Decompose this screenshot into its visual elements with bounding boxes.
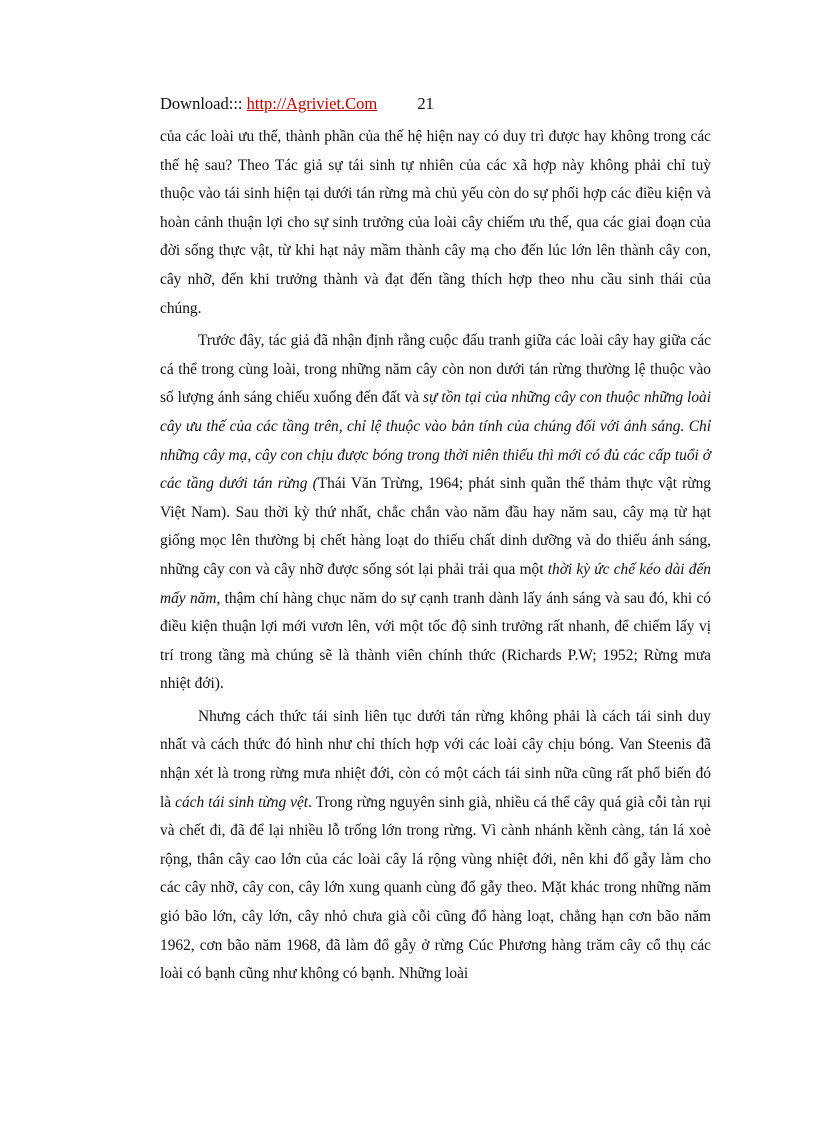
document-page <box>160 92 711 989</box>
paragraph-3 <box>160 703 711 989</box>
page-number: 21 <box>417 94 434 113</box>
italic-segment: thời kỳ ức chế kéo dài đến mấy năm, <box>160 560 711 607</box>
text-segment: Trước đây, tác giả đã nhận định rằng cuộc đấu tranh giữa các loài cây hay giữa các cá thể trong cùng loài, trong những năm cây còn non dưới tán rừng thường lệ thuộc vào số lượng ánh sáng chiếu xuống đến đất và <box>160 332 711 407</box>
text-segment: . Trong rừng nguyên sinh già, nhiều cá thể cây quá già cỗi tàn rụi và chết đi, đã để lại nhiều lỗ trống lớn trong rừng. Vì cành nhánh kềnh càng, tán lá xoè rộng, thân cây cao lớn của các loài cây lá rộng vùng nhiệt đới, nên khi đổ gẫy làm cho các cây nhỡ, cây con, cây lớn xung quanh cùng đổ gẫy theo. Mặt khác trong những năm gió bão lớn, cây lớn, cây nhỏ chưa già cỗi cũng đổ hàng loạt, chẳng hạn cơn bão năm 1962, cơn bão năm 1968, đã làm đổ gẫy ở rừng Cúc Phương hàng trăm cây cổ thụ các loài có bạnh cũng như không có bạnh. Những loài <box>160 793 711 983</box>
page-header <box>160 92 711 116</box>
text-segment: của các loài ưu thế, thành phần của thế hệ hiện nay có duy trì được hay không trong các thế hệ sau? Theo Tác giả sự tái sinh tự nhiên của các xã hợp này không phải chỉ tuỳ thuộc vào tái sinh hiện tại dưới tán rừng mà chủ yếu còn do sự phối hợp các điều kiện và hoàn cảnh thuận lợi cho sự sinh trưởng của loài cây chiếm ưu thế, qua các giai đoạn của đời sống thực vật, từ khi hạt nảy mầm thành cây mạ cho đến lúc lớn lên thành cây con, cây nhỡ, đến khi trưởng thành và đạt đến tầng thích hợp theo nhu cầu sinh thái của chúng. <box>160 128 711 317</box>
download-label: Download::: <box>160 94 243 113</box>
paragraph-1 <box>160 123 711 323</box>
body-text <box>160 123 711 989</box>
text-segment: thậm chí hàng chục năm do sự cạnh tranh dành lấy ánh sáng và sau đó, khi có điều kiện thuận lợi mới vươn lên, với một tốc độ sinh trưởng rất nhanh, để chiếm lấy vị trí trong tầng mà chúng sẽ là thành viên chính thức (Richards P.W; 1952; Rừng mưa nhiệt đới). <box>160 589 712 693</box>
text-segment: Nhưng cách thức tái sinh liên tục dưới tán rừng không phải là cách tái sinh duy nhất và cách thức đó hình như chỉ thích hợp với các loài cây chịu bóng. Van Steenis đã nhận xét là trong rừng mưa nhiệt đới, còn có một cách tái sinh nữa cũng rất phổ biến đó là <box>160 707 711 811</box>
italic-segment: cách tái sinh từng vệt <box>175 793 309 811</box>
text-segment: Thái Văn Trừng, 1964; phát sinh quần thể thảm thực vật rừng Việt Nam). Sau thời kỳ thứ nhất, chắc chắn vào năm đầu hay năm sau, cây mạ từ hạt giống mọc lên thường bị chết hàng loạt do thiếu chất dinh dưỡng và do thiếu ánh sáng, những cây con và cây nhỡ được sống sót lại phải trải qua một <box>160 475 711 578</box>
paragraph-2 <box>160 327 711 699</box>
source-link[interactable]: http://Agriviet.Com <box>246 94 378 113</box>
italic-segment: sự tồn tại của những cây con thuộc những loài cây ưu thế của các tầng trên, chỉ lệ thuộc vào bản tính của chúng đối với ánh sáng. Chỉ những cây mạ, cây con chịu được bóng trong thời niên thiếu thì mới có đủ các cấp tuổi ở các tầng dưới tán rừng ( <box>160 389 711 493</box>
